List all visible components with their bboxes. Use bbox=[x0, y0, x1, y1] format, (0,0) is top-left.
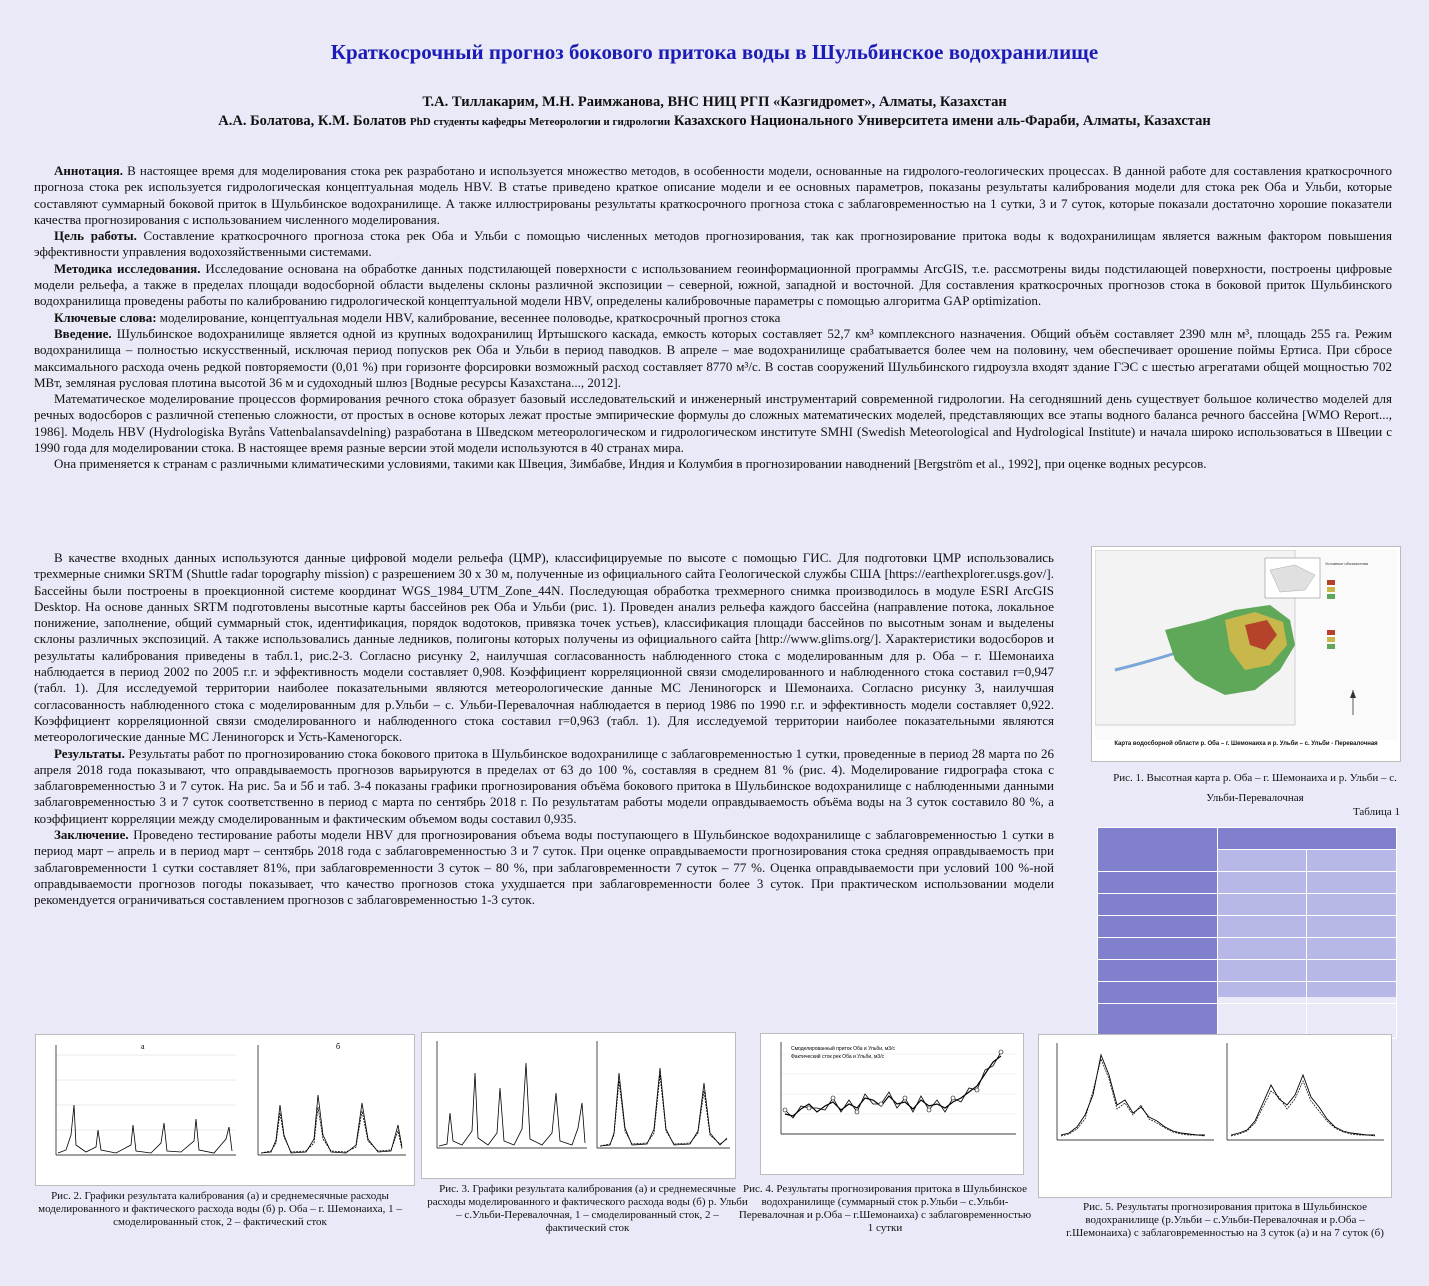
map-inner-caption: Карта водосборной области р. Оба – г. Шемонаиха и р. Ульби – с. Ульби - Перевалочная bbox=[1114, 741, 1378, 747]
math-paragraph: Математическое моделирование процессов формирования речного стока образует базовый исследовательский и инженерный инструментарий современной гидрологии. На сегодняшний день существует большое количество моделей для речных водосборов с различной степенью сложности, от простых в основе которых лежат простые эмпирические формулы до сложных математических моделей, представляющих все этапы водного баланса речного бассейна [WMO Report..., 1986]. Модель HBV (Hydrologiska Byråns Vattenbalansavdelning) разработана в Шведском метеорологическом и гидрологическом институте SMHI (Swedish Meteorological and Hydrological Institute) и начала широко использоваться в Швеции с 1990 года для моделировании стока. В настоящее время разные версии этой модели используются в 40 странах мира. bbox=[34, 391, 1392, 456]
figure-5-caption: Рис. 5. Результаты прогнозирования притока в Шульбинское водохранилище (р.Ульби – с.Ульби-Перевалочная и р.Оба – г.Шемонаиха) с заблаговременностью на 3 суток (а) и на 7 суток (б) bbox=[1066, 1201, 1384, 1239]
figure-5-plot bbox=[1039, 1035, 1391, 1197]
fig4-legend-1: Смоделированный приток Оба и Ульби, м3/с bbox=[791, 1046, 895, 1052]
table-1 bbox=[1097, 827, 1397, 997]
authors-affiliation-small: PhD студенты кафедры Метеорологии и гидрологии bbox=[409, 116, 671, 128]
figure-1-map bbox=[1091, 546, 1401, 762]
authors-names: А.А. Болатова, К.М. Болатов bbox=[218, 113, 407, 129]
figure-1-caption: Рис. 1. Высотная карта р. Оба – г. Шемонаиха и р. Ульби – с. Ульби-Перевалочная bbox=[1113, 772, 1397, 804]
figure-2-plot bbox=[36, 1035, 414, 1185]
figure-5-charts bbox=[1038, 1034, 1392, 1198]
authors-university: Казахского Национального Университета имени аль-Фараби, Алматы, Казахстан bbox=[673, 113, 1211, 129]
goal-paragraph: Цель работы. Составление краткосрочного прогноза стока рек Оба и Ульби с помощью численных методов прогнозирования, так как прогнозирование притока воды к водохранилищам является важным фактором повышения эффективности управления водохозяйственными системами. bbox=[34, 228, 1392, 260]
table-1-label: Таблица 1 bbox=[1352, 806, 1400, 818]
figure-2-charts bbox=[35, 1034, 415, 1186]
main-section bbox=[34, 550, 1054, 909]
figure-4-chart bbox=[760, 1033, 1024, 1175]
figure-4-plot bbox=[761, 1034, 1023, 1174]
results-paragraph: Результаты. Результаты работ по прогнозированию стока бокового притока в Шульбинское водохранилище с заблаговременностью 1 сутки, проведенные в период 28 марта по 26 апреля 2018 года показывают, что оправдываемость прогнозов варьируются в пределах от 63 до 100 %, составляя в среднем 81 % (рис. 4). Моделирование гидрографа стока с заблаговременностью 3 и 7 суток. На рис. 5а и 5б и таб. 3-4 показаны графики прогнозирования объёма бокового притока в Шульбинское водохранилище с наблюденными данными заблаговременностью 3 и 7 суток соответственно в период с марта по сентябрь 2018 г. По результатам работы модели оправдываемость объёма воды на 3 суток составило 80 %, а коэффициент корреляции между смоделированным и фактическим объемом воды составил 0,935. bbox=[34, 745, 1054, 826]
figure-3-plot bbox=[422, 1033, 735, 1178]
method-paragraph: Методика исследования. Исследование основана на обработке данных подстилающей поверхности с использованием геоинформационной программы ArcGIS, т.е. рассмотрены виды подстилающей поверхности, построены цифровые модели рельефа, а также в пределах площади водосборной области выделены склоны различной экспозиции – северной, южной, западной и восточной. Для составления краткосрочных прогнозов стока в боковой приток Шульбинского водохранилища проведены работы по калиброванию гидрологической концептуальной модели HBV, определены калибровочные параметры с помощью алгоритма GAP optimization. bbox=[34, 260, 1392, 309]
abstract-section bbox=[34, 163, 1392, 473]
figure-2-caption: Рис. 2. Графики результата калибрования (а) и среднемесячные расходы моделированного и фактического расхода воды (б) р. Оба – г. Шемонаиха, 1 – смоделированный сток, 2 – фактический сток bbox=[38, 1190, 402, 1228]
elevation-map-image bbox=[1095, 550, 1397, 740]
authors-line-2 bbox=[0, 113, 1429, 130]
authors-line-1: Т.А. Тиллакарим, М.Н. Раимжанова, ВНС НИЦ РГП «Казгидромет», Алматы, Казахстан bbox=[422, 94, 1007, 110]
intro-paragraph: Введение. Шульбинское водохранилище является одной из крупных водохранилищ Иртышского каскада, емкость которых составляет 52,7 км³ комплексного назначения. Общий объём составляет 2390 млн м³, площадь 255 га. Режим водохранилища – полностью искусственный, исключая период попусков рек Оба и Ульби в период паводков. В апреле – мае водохранилище срабатывается более чем на половину, чем обеспечивает орошение поймы Ертиса. При сбросе максимального расхода очень редкой повторяемости (0,01 %) при горизонте форсировки возможный расход составляет 8770 м³/с. В состав сооружений Шульбинского гидроузла входят здание ГЭС с шестью агрегатами общей мощностью 702 МВт, земляная русловая плотина высотой 36 м и судоходный шлюз [Водные ресурсы Казахстана..., 2012]. bbox=[34, 325, 1392, 390]
fig4-legend-2: Фактический сток рек Оба и Ульби, м3/с bbox=[791, 1054, 885, 1060]
annotation-paragraph: Аннотация. В настоящее время для моделирования стока рек разработано и используется множество методов, в особенности модели, основанные на гидролого-геологических процессах. В данной работе для составления краткосрочного прогноза стока рек используется гидрологическая концептуальная модель HBV. В статье приведено краткое описание модели и ее основных параметров, показаны результаты калибрования модели для стока рек Оба и Ульби, которые составляют суммарный боковой приток в Шульбинское водохранилище. А также иллюстрированы результаты краткосрочного прогноза стока с заблаговременностью на 1 сутки, 3 и 7 суток, которые показали достаточно хорошие показатели качества прогнозирования с использованием численного моделирования. bbox=[34, 163, 1392, 227]
fig2-label-a: а bbox=[141, 1042, 145, 1051]
figure-4-caption: Рис. 4. Результаты прогнозирования притока в Шульбинское водохранилище (суммарный сток р.Ульби – с.Ульби-Перевалочная и р.Оба – г.Шемонаиха) с заблаговременностью 1 сутки bbox=[738, 1183, 1032, 1234]
table-1-grid bbox=[1097, 827, 1397, 1039]
applied-paragraph: Она применяется к странам с различными климатическими условиями, такими как Швеция, Зимбабве, Индия и Колумбия в прогнозировании наводнений [Bergström et al., 1992], при оценке водных ресурсов. bbox=[54, 456, 1207, 472]
svg-text:Условные обозначения: Условные обозначения bbox=[1325, 561, 1369, 566]
keywords-paragraph: Ключевые слова: моделирование, концептуальная модели HBV, калибрование, весеннее половодье, краткосрочный прогноз стока bbox=[54, 309, 781, 325]
data-paragraph: В качестве входных данных используются данные цифровой модели рельефа (ЦМР), классифицируемые по высоте с помощью ГИС. Для подготовки ЦМР использовались трехмерные снимки SRTM (Shuttle radar topography mission) с разрешением 30 x 30 м, полученные из официального сайта Геологической службы США [https://earthexplorer.usgs.gov/]. Бассейны были построены в проекционной системе координат WGS_1984_UTM_Zone_44N. Последующая обработка трехмерного снимка производилось в модуле ESRI ArcGIS Desktop. На основе данных SRTM подготовлены высотные карты бассейнов рек Оба и Ульби (рис. 1). Проведен анализ рельефа каждого бассейна (направление потока, локальное понижение, заполнение, общий суммарный сток, идентификация, порядок водотоков, привязка точек устьев), классификация площади бассейнов по высотным зонам и выделены склоны различных экспозиций. А также использовались данные ледников, полигоны которых получены из официального сайта [http://www.glims.org/]. Характеристики водосборов и результаты калибрования приведены в табл.1, рис.2-3. Согласно рисунку 2, наилучшая согласованность наблюденного стока с моделированным для р. Оба – г. Шемонаиха наблюдается в период 2002 по 2005 г.г. и эффективность модели составляет 0,908. Коэффициент корреляционной связи смоделированного и наблюденного стока составил r=0,947 (табл. 1). Для исследуемой территории наиболее показательными являются метеорологические данные МС Лениногорск и Шемонаиха. Согласно рисунку 3, наилучшая согласованность наблюденного стока с моделированным для р.Ульби – с. Ульби-Перевалочная наблюдается в период 1986 по 1990 г.г. и эффективность модели составляет 0,922. Коэффициент корреляционной связи смоделированного и наблюденного стока составил r=0,963 (табл. 1). Для исследуемой территории наиболее показательными являются метеорологические данные МС Лениногорск и Усть-Каменогорск. bbox=[34, 550, 1054, 745]
figure-3-caption: Рис. 3. Графики результата калибрования (а) и среднемесячные расходы моделированного и фактического расхода воды (б) р. Ульби – с.Ульби-Перевалочная, 1 – смоделированный сток, 2 – фактический сток bbox=[427, 1183, 748, 1234]
figure-3-charts bbox=[421, 1032, 736, 1179]
poster-title: Краткосрочный прогноз бокового притока воды в Шульбинское водохранилище bbox=[330, 40, 1099, 64]
fig2-label-b: б bbox=[336, 1042, 341, 1051]
conclusion-paragraph: Заключение. Проведено тестирование работы модели HBV для прогнозирования объема воды поступающего в Шульбинское водохранилище с заблаговременностью 1 сутки в период март – апрель и в период март – сентябрь 2018 года с заблаговременностью 3 и 7 суток. При оценке оправдываемости прогнозирования стока средняя оправдываемость при заблаговременности 1 сутки составляет 81%, при заблаговременности 3 суток – 80 %, при заблаговременности 7 суток – 77 %. Оценка оправдываемости при условий 100 %-ной оправдываемости прогнозов погоды показывает, что качество прогнозов стока ухудшается при заблаговременности более 3 суток. При практическом использовании модели рекомендуется ограничиваться составлением прогнозов с заблаговременностью 1-3 суток. bbox=[34, 827, 1054, 908]
